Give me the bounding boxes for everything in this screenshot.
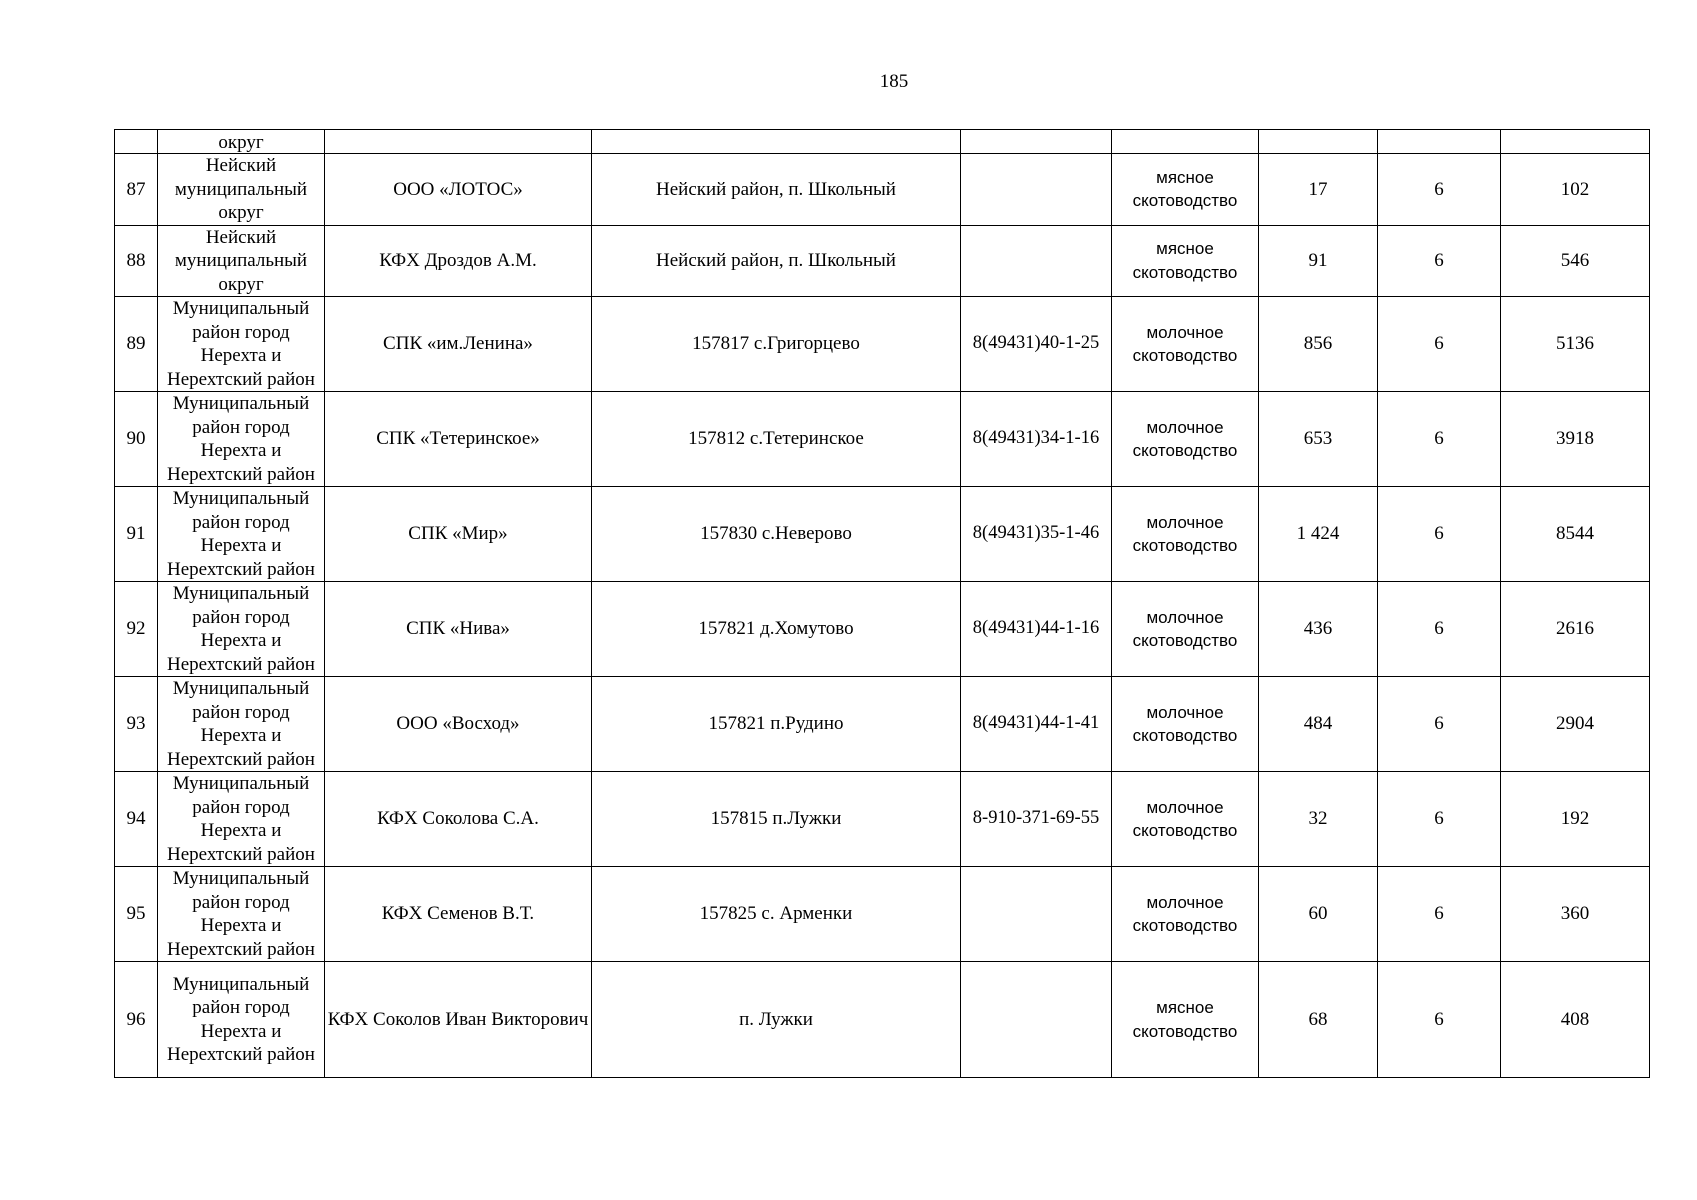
cell-organization: СПК «Тетеринское» xyxy=(325,392,592,487)
cell-factor: 6 xyxy=(1378,677,1501,772)
cell-activity: молочное скотоводство xyxy=(1112,487,1259,582)
cell-num: 90 xyxy=(115,392,158,487)
cell-phone xyxy=(961,225,1112,297)
cell-count xyxy=(1259,130,1378,154)
cell-factor: 6 xyxy=(1378,297,1501,392)
table-row xyxy=(115,677,1650,772)
cell-district: Муниципальный район город Нерехта и Нерехтский район xyxy=(158,582,325,677)
cell-num: 93 xyxy=(115,677,158,772)
farms-table xyxy=(114,129,1650,1078)
cell-total: 2616 xyxy=(1501,582,1650,677)
cell-address: п. Лужки xyxy=(592,962,961,1078)
cell-total: 5136 xyxy=(1501,297,1650,392)
cell-address: Нейский район, п. Школьный xyxy=(592,225,961,297)
cell-district: Муниципальный район город Нерехта и Нерехтский район xyxy=(158,962,325,1078)
cell-total: 2904 xyxy=(1501,677,1650,772)
cell-num: 95 xyxy=(115,867,158,962)
cell-address: 157817 с.Григорцево xyxy=(592,297,961,392)
cell-phone xyxy=(961,867,1112,962)
cell-total: 192 xyxy=(1501,772,1650,867)
table-row xyxy=(115,582,1650,677)
cell-address: 157821 п.Рудино xyxy=(592,677,961,772)
cell-district: Муниципальный район город Нерехта и Нерехтский район xyxy=(158,392,325,487)
cell-num xyxy=(115,130,158,154)
cell-factor: 6 xyxy=(1378,962,1501,1078)
cell-phone: 8(49431)44-1-41 xyxy=(961,677,1112,772)
cell-factor xyxy=(1378,130,1501,154)
table-row xyxy=(115,962,1650,1078)
cell-address: 157830 с.Неверово xyxy=(592,487,961,582)
cell-organization xyxy=(325,130,592,154)
cell-phone: 8(49431)34-1-16 xyxy=(961,392,1112,487)
cell-total: 3918 xyxy=(1501,392,1650,487)
cell-district: округ xyxy=(158,130,325,154)
cell-district: Муниципальный район город Нерехта и Нерехтский район xyxy=(158,297,325,392)
cell-district: Муниципальный район город Нерехта и Нерехтский район xyxy=(158,677,325,772)
cell-num: 91 xyxy=(115,487,158,582)
cell-count: 653 xyxy=(1259,392,1378,487)
cell-count: 68 xyxy=(1259,962,1378,1078)
cell-district: Нейский муниципальный округ xyxy=(158,154,325,226)
cell-activity: молочное скотоводство xyxy=(1112,772,1259,867)
cell-phone xyxy=(961,154,1112,226)
cell-organization: СПК «им.Ленина» xyxy=(325,297,592,392)
cell-district: Муниципальный район город Нерехта и Нерехтский район xyxy=(158,772,325,867)
cell-phone: 8(49431)35-1-46 xyxy=(961,487,1112,582)
cell-phone xyxy=(961,962,1112,1078)
cell-num: 87 xyxy=(115,154,158,226)
cell-phone: 8(49431)40-1-25 xyxy=(961,297,1112,392)
cell-num: 89 xyxy=(115,297,158,392)
cell-phone: 8-910-371-69-55 xyxy=(961,772,1112,867)
table-row xyxy=(115,867,1650,962)
cell-activity: мясное скотоводство xyxy=(1112,962,1259,1078)
cell-num: 96 xyxy=(115,962,158,1078)
cell-count: 32 xyxy=(1259,772,1378,867)
cell-phone xyxy=(961,130,1112,154)
cell-organization: ООО «ЛОТОС» xyxy=(325,154,592,226)
cell-organization: СПК «Мир» xyxy=(325,487,592,582)
cell-factor: 6 xyxy=(1378,154,1501,226)
cell-district: Муниципальный район город Нерехта и Нерехтский район xyxy=(158,487,325,582)
cell-count: 436 xyxy=(1259,582,1378,677)
cell-factor: 6 xyxy=(1378,392,1501,487)
cell-total: 546 xyxy=(1501,225,1650,297)
cell-count: 1 424 xyxy=(1259,487,1378,582)
cell-activity: мясное скотоводство xyxy=(1112,225,1259,297)
cell-address: Нейский район, п. Школьный xyxy=(592,154,961,226)
cell-activity: молочное скотоводство xyxy=(1112,867,1259,962)
table-row-continuation xyxy=(115,130,1650,154)
table-row xyxy=(115,487,1650,582)
cell-address: 157812 с.Тетеринское xyxy=(592,392,961,487)
cell-organization: ООО «Восход» xyxy=(325,677,592,772)
cell-activity xyxy=(1112,130,1259,154)
cell-total: 102 xyxy=(1501,154,1650,226)
cell-factor: 6 xyxy=(1378,867,1501,962)
cell-phone: 8(49431)44-1-16 xyxy=(961,582,1112,677)
cell-factor: 6 xyxy=(1378,225,1501,297)
cell-activity: молочное скотоводство xyxy=(1112,582,1259,677)
cell-address: 157825 с. Арменки xyxy=(592,867,961,962)
cell-district: Нейский муниципальный округ xyxy=(158,225,325,297)
cell-organization: СПК «Нива» xyxy=(325,582,592,677)
cell-count: 60 xyxy=(1259,867,1378,962)
cell-organization: КФХ Дроздов А.М. xyxy=(325,225,592,297)
cell-activity: молочное скотоводство xyxy=(1112,297,1259,392)
cell-num: 94 xyxy=(115,772,158,867)
cell-factor: 6 xyxy=(1378,582,1501,677)
cell-factor: 6 xyxy=(1378,772,1501,867)
cell-address xyxy=(592,130,961,154)
cell-num: 92 xyxy=(115,582,158,677)
cell-organization: КФХ Соколова С.А. xyxy=(325,772,592,867)
cell-organization: КФХ Соколов Иван Викторович xyxy=(325,962,592,1078)
cell-total xyxy=(1501,130,1650,154)
cell-district: Муниципальный район город Нерехта и Нерехтский район xyxy=(158,867,325,962)
cell-activity: мясное скотоводство xyxy=(1112,154,1259,226)
cell-count: 17 xyxy=(1259,154,1378,226)
page-number: 185 xyxy=(879,71,909,92)
cell-activity: молочное скотоводство xyxy=(1112,677,1259,772)
cell-factor: 6 xyxy=(1378,487,1501,582)
cell-activity: молочное скотоводство xyxy=(1112,392,1259,487)
cell-count: 91 xyxy=(1259,225,1378,297)
cell-total: 408 xyxy=(1501,962,1650,1078)
cell-num: 88 xyxy=(115,225,158,297)
cell-organization: КФХ Семенов В.Т. xyxy=(325,867,592,962)
table-row xyxy=(115,297,1650,392)
cell-total: 8544 xyxy=(1501,487,1650,582)
cell-count: 484 xyxy=(1259,677,1378,772)
cell-address: 157815 п.Лужки xyxy=(592,772,961,867)
cell-address: 157821 д.Хомутово xyxy=(592,582,961,677)
table-row xyxy=(115,392,1650,487)
table-row xyxy=(115,772,1650,867)
cell-count: 856 xyxy=(1259,297,1378,392)
table-row xyxy=(115,225,1650,297)
cell-total: 360 xyxy=(1501,867,1650,962)
table-row xyxy=(115,154,1650,226)
